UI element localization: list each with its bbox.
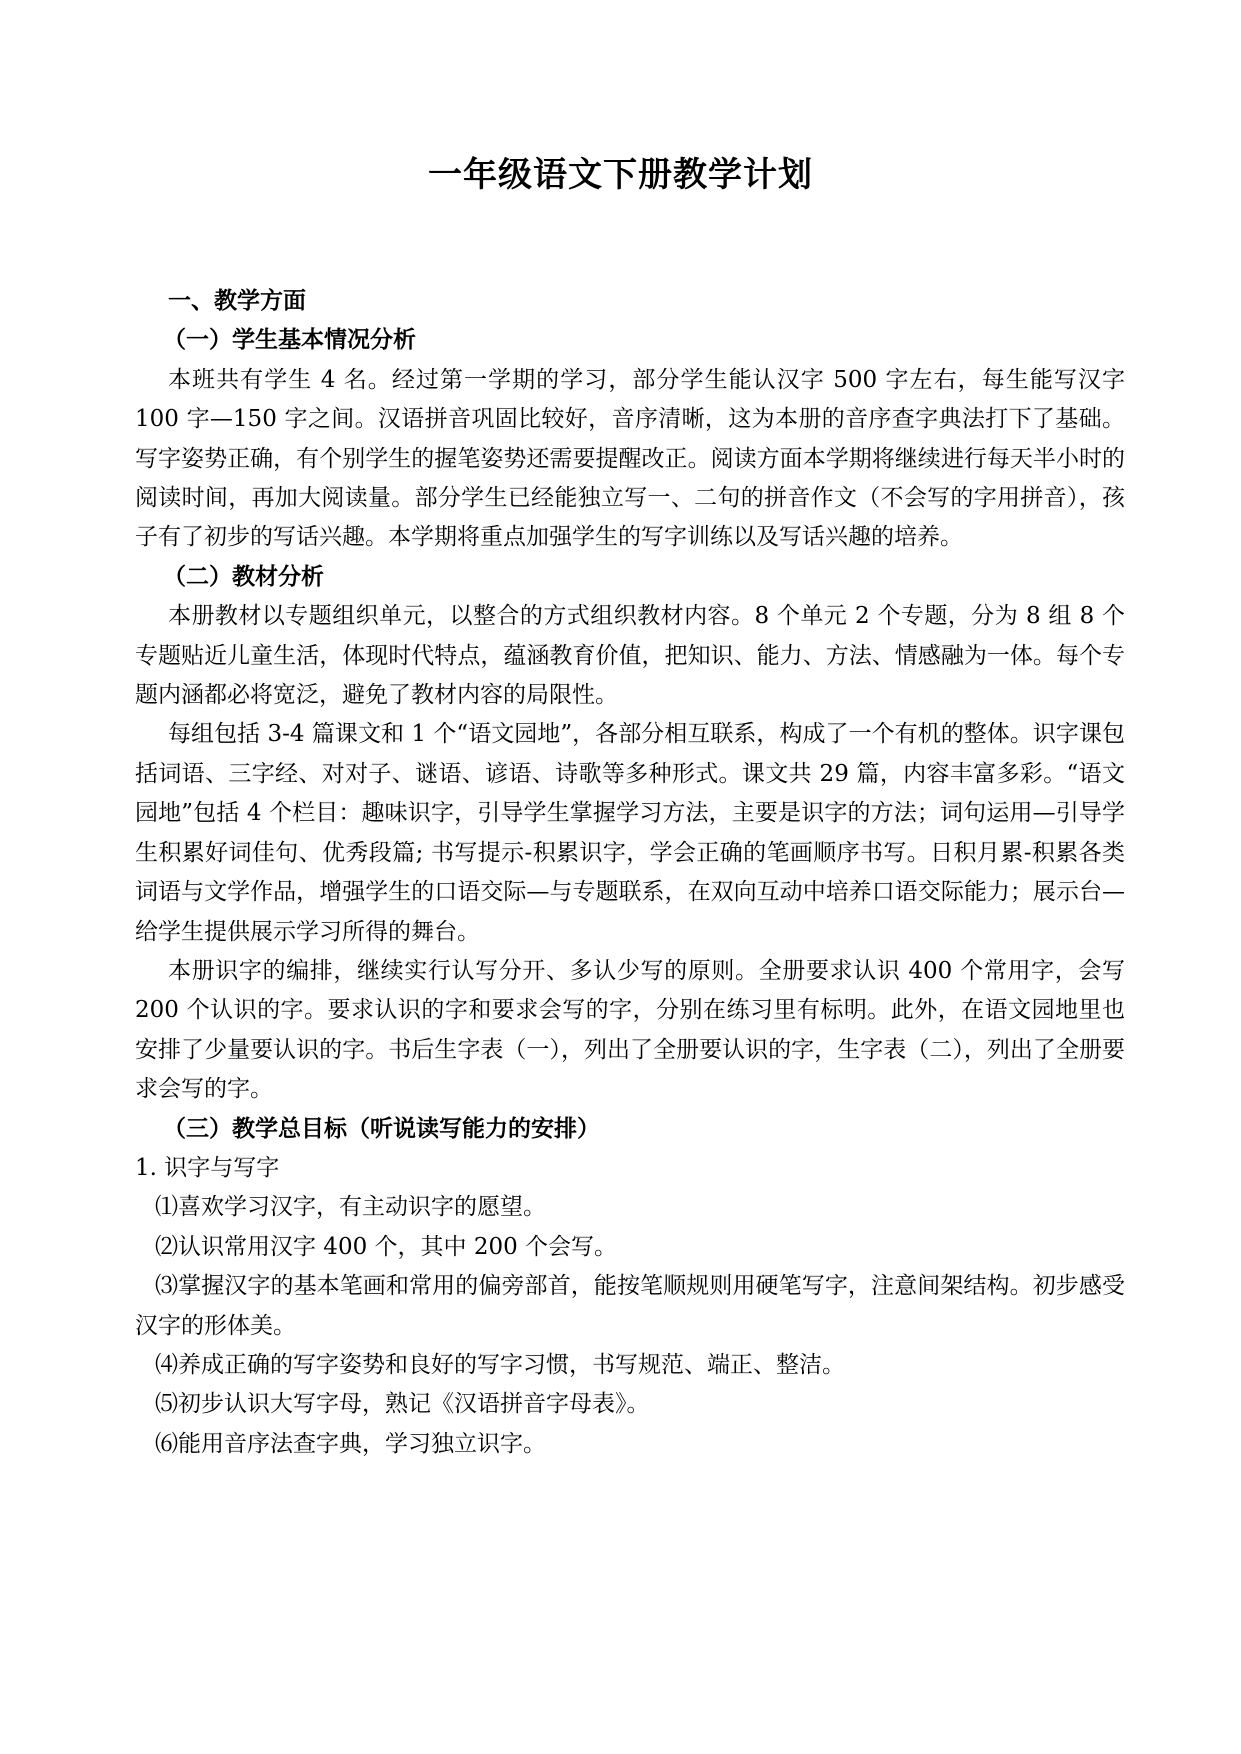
document-body: [135, 282, 1125, 1464]
subsection-heading-goals: （三）教学总目标（听说读写能力的安排）: [163, 1115, 600, 1142]
goal-item: ⑵认识常用汉字 400 个，其中 200 个会写。: [155, 1233, 618, 1260]
paragraph-student-analysis: 本班共有学生 4 名。经过第一学期的学习，部分学生能认汉字 500 字左右，每生能写汉字 100 字—150 字之间。汉语拼音巩固比较好，音序清晰，这为本册的音序查字典法打下了基础。写字姿势正确，有个别学生的握笔姿势还需要提醒改正。阅读方面本学期将继续进行每天半小时的阅读时间，再加大阅读量。部分学生已经能独立写一、二句的拼音作文（不会写的字用拼音），孩子有了初步的写话兴趣。本学期将重点加强学生的写字训练以及写话兴趣的培养。: [135, 366, 1125, 551]
subsection-heading-textbook: （二）教材分析: [163, 563, 324, 590]
goal-item: ⑶掌握汉字的基本笔画和常用的偏旁部首，能按笔顺规则用硬笔写字，注意间架结构。初步感受汉字的形体美。: [135, 1273, 1125, 1339]
section-heading-teaching: 一、教学方面: [168, 288, 306, 314]
goal-item: ⑸初步认识大写字母，熟记《汉语拼音字母表》。: [155, 1391, 650, 1418]
paragraph-textbook-overview: 本册教材以专题组织单元，以整合的方式组织教材内容。8 个单元 2 个专题，分为 8 组 8 个专题贴近儿童生活，体现时代特点，蕴涵教育价值，把知识、能力、方法、情感融为一体。每个专题内涵都必将宽泛，避免了教材内容的局限性。: [135, 603, 1125, 709]
goal-item: ⑴喜欢学习汉字，有主动识字的愿望。: [155, 1194, 546, 1221]
page-title: 一年级语文下册教学计划: [428, 155, 813, 195]
paragraph-character-arrangement: 本册识字的编排，继续实行认写分开、多认少写的原则。全册要求认识 400 个常用字，会写 200 个认识的字。要求认识的字和要求会写的字，分别在练习里有标明。此外，在语文园地里也安排了少量要认识的字。书后生字表（一），列出了全册要认识的字，生字表（二），列出了全册要求会写的字。: [135, 957, 1125, 1103]
paragraph-textbook-structure: 每组包括 3-4 篇课文和 1 个“语文园地”，各部分相互联系，构成了一个有机的整体。识字课包括词语、三字经、对对子、谜语、谚语、诗歌等多种形式。课文共 29 篇，内容丰富多彩。“语文园地”包括 4 个栏目：趣味识字，引导学生掌握学习方法，主要是识字的方法；词句运用—引导学生积累好词佳句、优秀段篇; 书写提示-积累识字，学会正确的笔画顺序书写。日积月累-积累各类词语与文学作品，增强学生的口语交际—与专题联系，在双向互动中培养口语交际能力；展示台—给学生提供展示学习所得的舞台。: [135, 721, 1125, 945]
goal-item: ⑹能用音序法查字典，学习独立识字。: [155, 1430, 546, 1457]
goal-category-literacy: 1. 识字与写字: [135, 1154, 280, 1181]
goal-item: ⑷养成正确的写字姿势和良好的写字习惯，书写规范、端正、整洁。: [155, 1351, 845, 1378]
subsection-heading-students: （一）学生基本情况分析: [163, 327, 416, 354]
